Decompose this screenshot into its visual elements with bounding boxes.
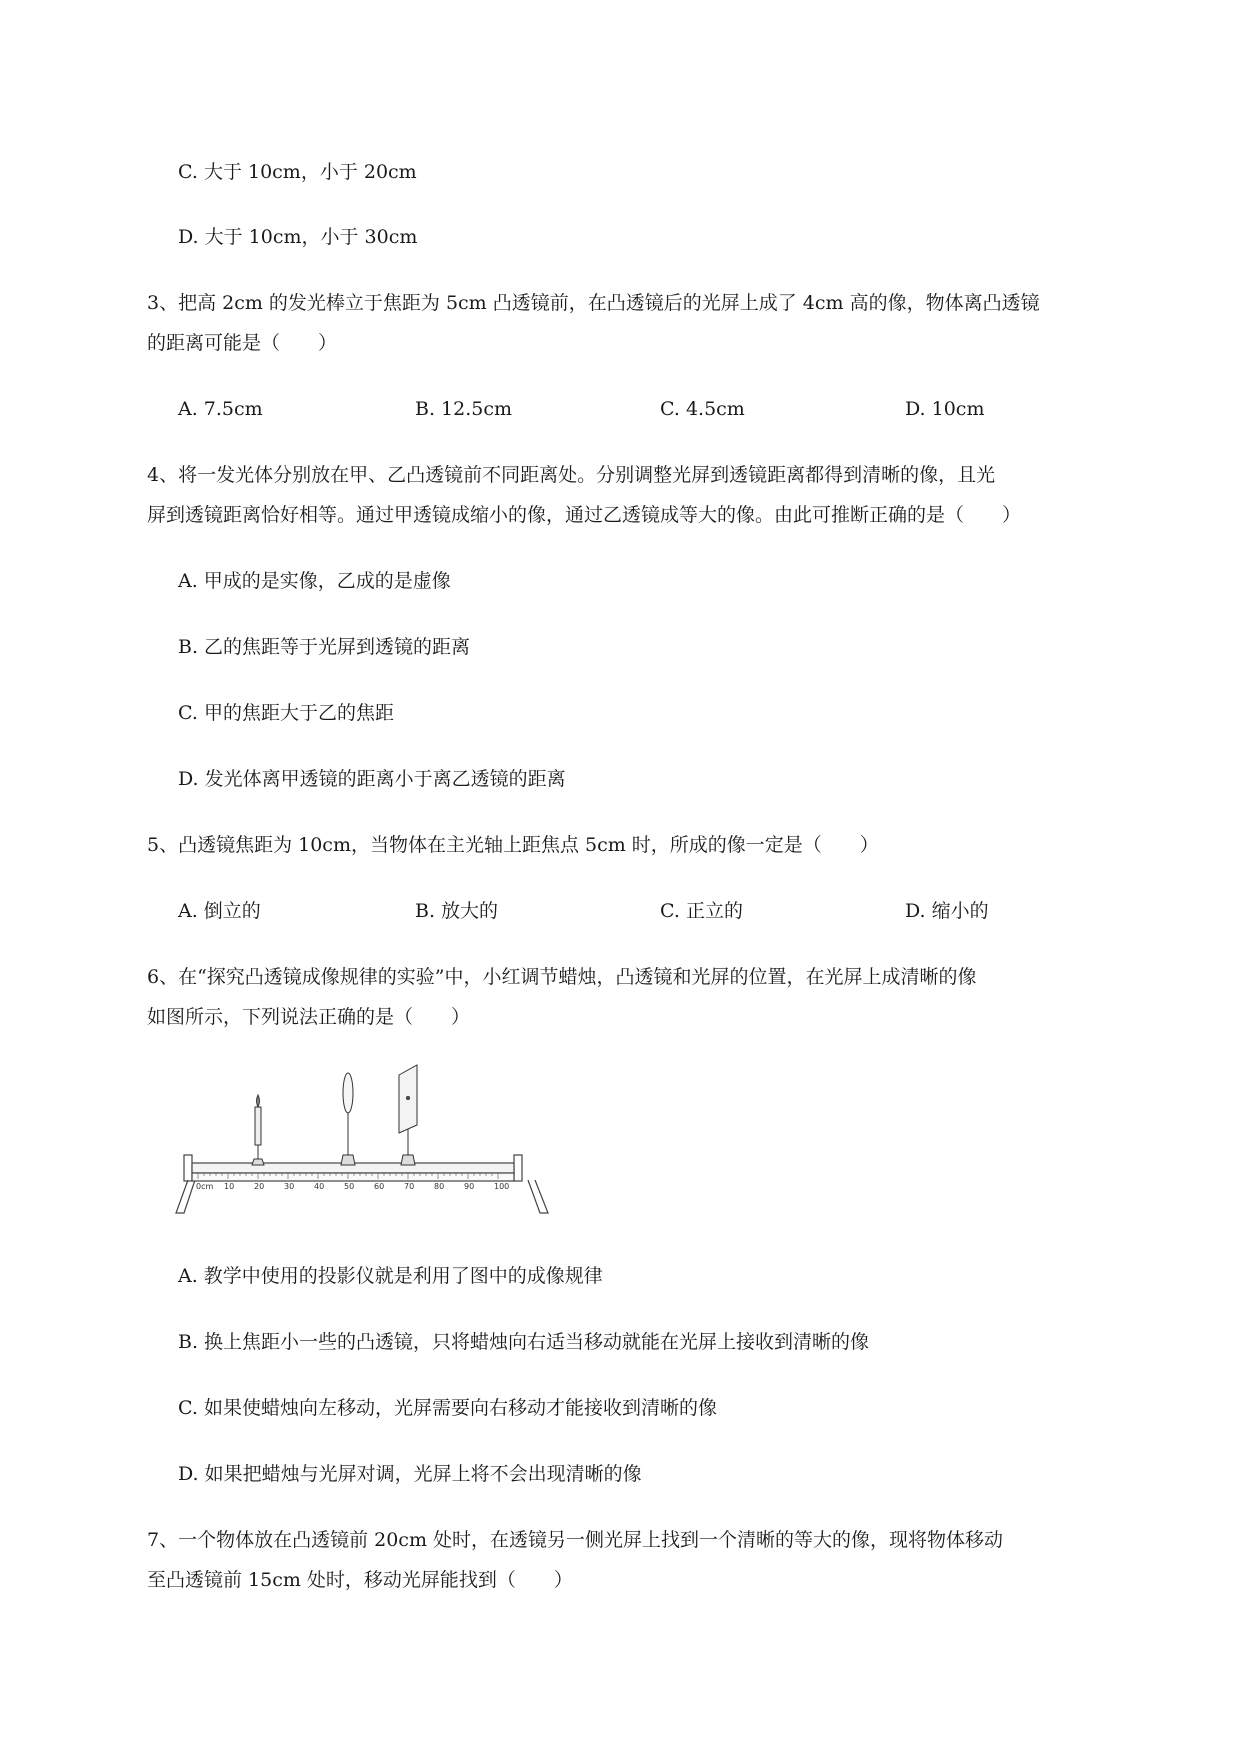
q6-option-a: A. 教学中使用的投影仪就是利用了图中的成像规律 [178, 1265, 603, 1287]
bench-left-leg [176, 1180, 195, 1213]
q6-option-d: D. 如果把蜡烛与光屏对调，光屏上将不会出现清晰的像 [178, 1463, 642, 1485]
scale-tick-labels [196, 1182, 509, 1191]
q5-option-b: B. 放大的 [415, 900, 499, 922]
q6-stem-line1: 6、在“探究凸透镜成像规律的实验”中，小红调节蜡烛，凸透镜和光屏的位置，在光屏上成清晰的像 [147, 966, 977, 988]
scale-tick-label: 90 [464, 1182, 475, 1191]
q4-stem-line1: 4、将一发光体分别放在甲、乙凸透镜前不同距离处。分别调整光屏到透镜距离都得到清晰的像，且光 [147, 464, 996, 486]
scale-tick-label: 80 [434, 1182, 445, 1191]
q7-stem-line2: 至凸透镜前 15cm 处时，移动光屏能找到（ ） [147, 1569, 573, 1591]
q4-option-a: A. 甲成的是实像，乙成的是虚像 [178, 570, 451, 592]
scale-tick-label: 40 [314, 1182, 325, 1191]
q4-stem-line2: 屏到透镜距离恰好相等。通过甲透镜成缩小的像，通过乙透镜成等大的像。由此可推断正确的是（ ） [147, 504, 1022, 526]
q6-stem-line2: 如图所示，下列说法正确的是（ ） [147, 1006, 471, 1028]
scale-tick-label: 100 [494, 1182, 510, 1191]
q5-option-c: C. 正立的 [660, 900, 743, 922]
bench-left-end [184, 1155, 192, 1181]
candle [252, 1095, 264, 1165]
scale-tick-label: 70 [404, 1182, 415, 1191]
q5-option-a: A. 倒立的 [178, 900, 261, 922]
light-screen [399, 1065, 417, 1165]
convex-lens [341, 1073, 355, 1165]
scale-tick-label: 10 [224, 1182, 235, 1191]
q3-option-b: B. 12.5cm [415, 398, 513, 420]
q2-option-c: C. 大于 10cm，小于 20cm [178, 161, 417, 183]
q3-option-c: C. 4.5cm [660, 398, 745, 420]
q5-stem-line1: 5、凸透镜焦距为 10cm，当物体在主光轴上距焦点 5cm 时，所成的像一定是（ ） [147, 834, 879, 856]
q2-option-d: D. 大于 10cm，小于 30cm [178, 226, 418, 248]
q3-stem-line2: 的距离可能是（ ） [147, 332, 338, 354]
q7-stem-line1: 7、一个物体放在凸透镜前 20cm 处时，在透镜另一侧光屏上找到一个清晰的等大的像，现将物体移动 [147, 1529, 1004, 1551]
q4-option-c: C. 甲的焦距大于乙的焦距 [178, 702, 394, 724]
q6-option-b: B. 换上焦距小一些的凸透镜，只将蜡烛向右适当移动就能在光屏上接收到清晰的像 [178, 1331, 870, 1353]
q6-option-c: C. 如果使蜡烛向左移动，光屏需要向右移动才能接收到清晰的像 [178, 1397, 717, 1419]
scale-tick-label: 50 [344, 1182, 355, 1191]
q4-option-d: D. 发光体离甲透镜的距离小于离乙透镜的距离 [178, 768, 566, 790]
optical-bench-figure [168, 1055, 558, 1215]
q3-option-d: D. 10cm [905, 398, 985, 420]
scale-tick-label: 30 [284, 1182, 295, 1191]
bench-right-end [514, 1155, 522, 1181]
bench-right-leg [528, 1180, 548, 1213]
q4-option-b: B. 乙的焦距等于光屏到透镜的距离 [178, 636, 471, 658]
scale-tick-label: 60 [374, 1182, 385, 1191]
q3-option-a: A. 7.5cm [178, 398, 263, 420]
q3-stem-line1: 3、把高 2cm 的发光棒立于焦距为 5cm 凸透镜前，在凸透镜后的光屏上成了 4cm 高的像，物体离凸透镜 [147, 292, 1040, 314]
scale-tick-label: 0cm [196, 1182, 214, 1191]
scale-tick-label: 20 [254, 1182, 265, 1191]
bench-scale [192, 1173, 514, 1181]
q5-option-d: D. 缩小的 [905, 900, 989, 922]
